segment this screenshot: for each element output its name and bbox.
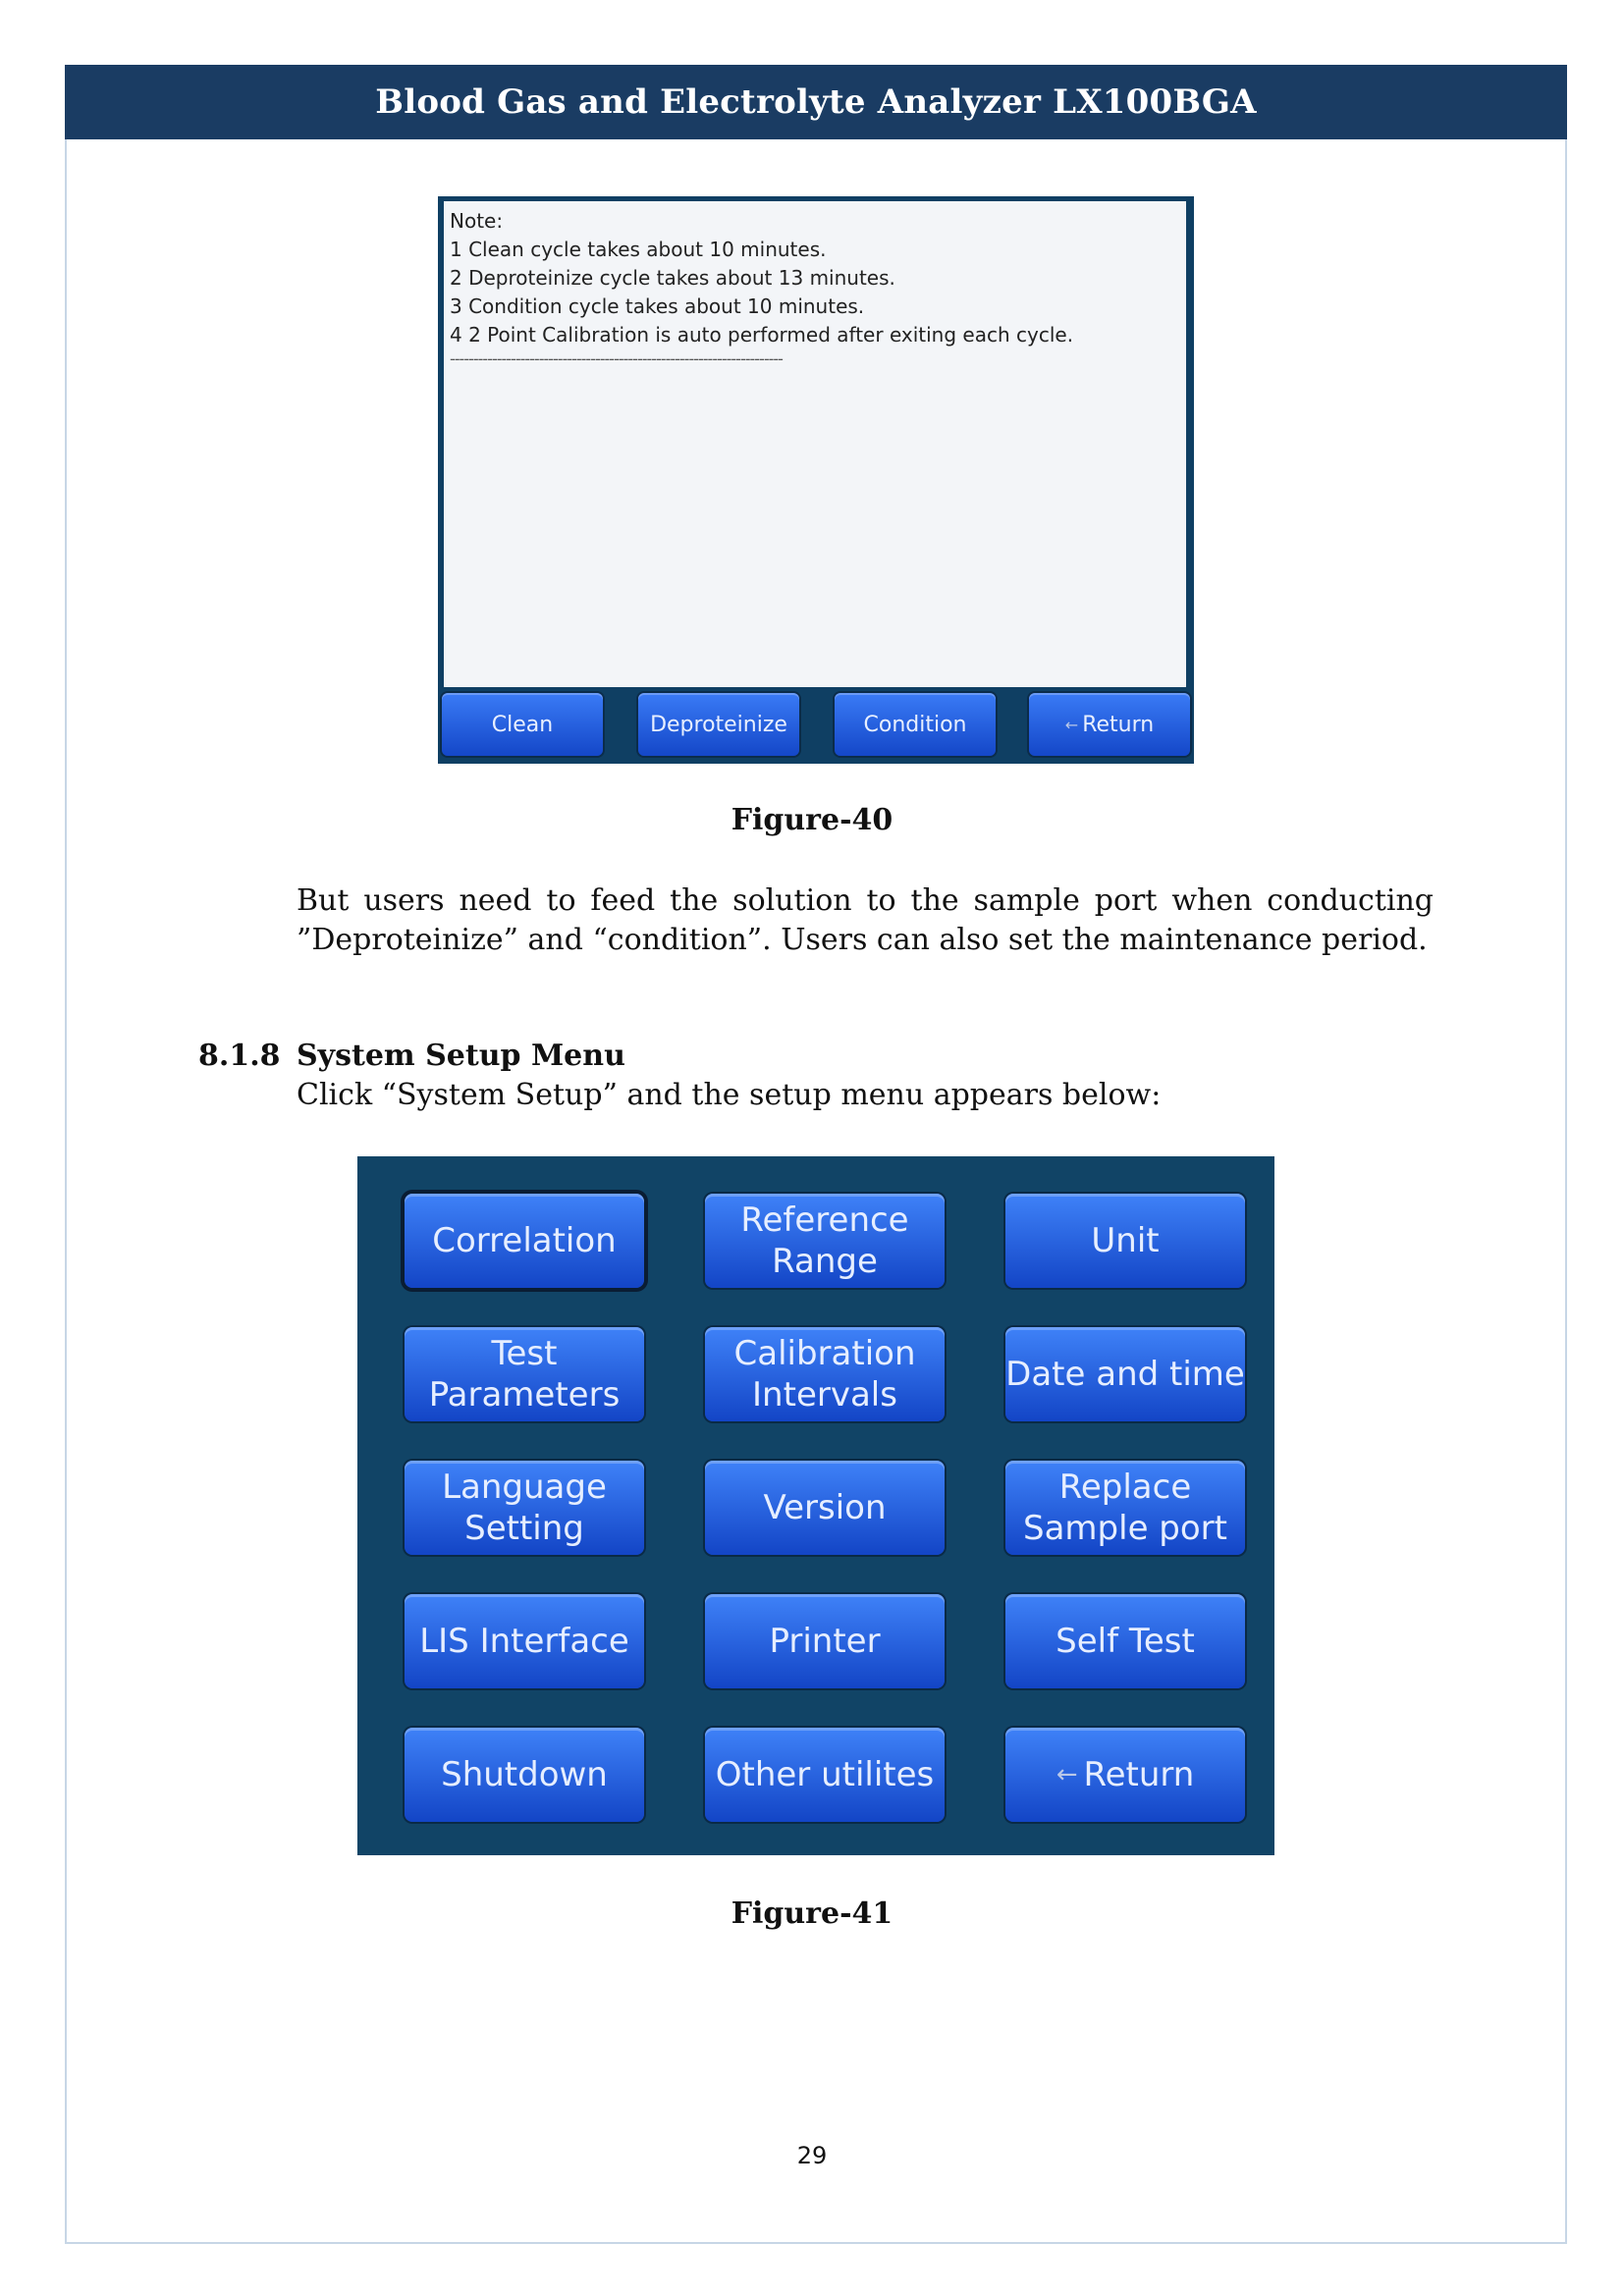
- deproteinize-button[interactable]: [638, 693, 799, 756]
- language-setting-button[interactable]: [405, 1461, 644, 1555]
- printer-button[interactable]: [705, 1594, 945, 1688]
- note-line: 1 Clean cycle takes about 10 minutes.: [450, 238, 827, 261]
- setup-return-button[interactable]: [1005, 1728, 1245, 1822]
- note-panel: [444, 201, 1186, 687]
- figure-40-caption: Figure-40: [731, 803, 893, 837]
- correlation-label: Correlation: [432, 1221, 617, 1260]
- section-heading: [198, 1039, 625, 1073]
- note-line: 4 2 Point Calibration is auto performed after exiting each cycle.: [450, 323, 1074, 347]
- printer-label: Printer: [769, 1622, 881, 1661]
- reference-range-label: Reference Range: [740, 1201, 909, 1281]
- maintenance-screen: [438, 196, 1194, 764]
- condition-button-label: Condition: [863, 712, 967, 737]
- replace-sample-port-label: Replace Sample port: [1023, 1468, 1227, 1548]
- page-header: [65, 65, 1567, 139]
- other-utilites-label: Other utilites: [715, 1755, 935, 1794]
- date-and-time-label: Date and time: [1005, 1355, 1245, 1394]
- clean-button-label: Clean: [491, 712, 554, 737]
- shutdown-button[interactable]: [405, 1728, 644, 1822]
- header-title: Blood Gas and Electrolyte Analyzer LX100BGA: [375, 82, 1257, 122]
- return-button[interactable]: [1029, 693, 1190, 756]
- unit-button[interactable]: [1005, 1194, 1245, 1288]
- lis-interface-button[interactable]: [405, 1594, 644, 1688]
- language-setting-label: Language Setting: [442, 1468, 607, 1548]
- return-arrow-icon: ←: [1064, 715, 1079, 734]
- clean-button[interactable]: [442, 693, 603, 756]
- lis-interface-label: LIS Interface: [419, 1622, 629, 1661]
- note-line: 2 Deproteinize cycle takes about 13 minutes.: [450, 266, 895, 290]
- figure-41-caption: Figure-41: [731, 1896, 893, 1931]
- reference-range-button[interactable]: [705, 1194, 945, 1288]
- test-parameters-label: Test Parameters: [428, 1334, 621, 1415]
- version-label: Version: [763, 1488, 887, 1527]
- replace-sample-port-button[interactable]: [1005, 1461, 1245, 1555]
- condition-button[interactable]: [835, 693, 996, 756]
- note-line: Note:: [450, 209, 504, 233]
- test-parameters-button[interactable]: [405, 1327, 644, 1421]
- correlation-button[interactable]: [405, 1194, 644, 1288]
- version-button[interactable]: [705, 1461, 945, 1555]
- return-arrow-icon: ←: [1056, 1760, 1078, 1789]
- setup-return-label: Return: [1083, 1755, 1195, 1794]
- self-test-button[interactable]: [1005, 1594, 1245, 1688]
- calibration-intervals-button[interactable]: [705, 1327, 945, 1421]
- system-setup-screen: [357, 1156, 1274, 1855]
- date-and-time-button[interactable]: [1005, 1327, 1245, 1421]
- page-number: 29: [796, 2142, 828, 2169]
- shutdown-label: Shutdown: [441, 1755, 608, 1794]
- return-button-label: Return: [1082, 712, 1155, 737]
- self-test-label: Self Test: [1056, 1622, 1195, 1661]
- calibration-intervals-label: Calibration Intervals: [733, 1334, 916, 1415]
- section-intro: Click “System Setup” and the setup menu appears below:: [297, 1078, 1162, 1112]
- note-divider: -----------------------------------------------------------------------: [450, 349, 783, 368]
- unit-label: Unit: [1091, 1221, 1160, 1260]
- note-line: 3 Condition cycle takes about 10 minutes.: [450, 294, 865, 318]
- section-title: System Setup Menu: [297, 1039, 625, 1073]
- body-paragraph: But users need to feed the solution to the sample port when conducting ”Deproteinize” and “condition”. Users can also set the maintenance period.: [297, 883, 1434, 957]
- other-utilites-button[interactable]: [705, 1728, 945, 1822]
- deproteinize-button-label: Deproteinize: [650, 712, 787, 737]
- section-number: 8.1.8: [198, 1039, 281, 1073]
